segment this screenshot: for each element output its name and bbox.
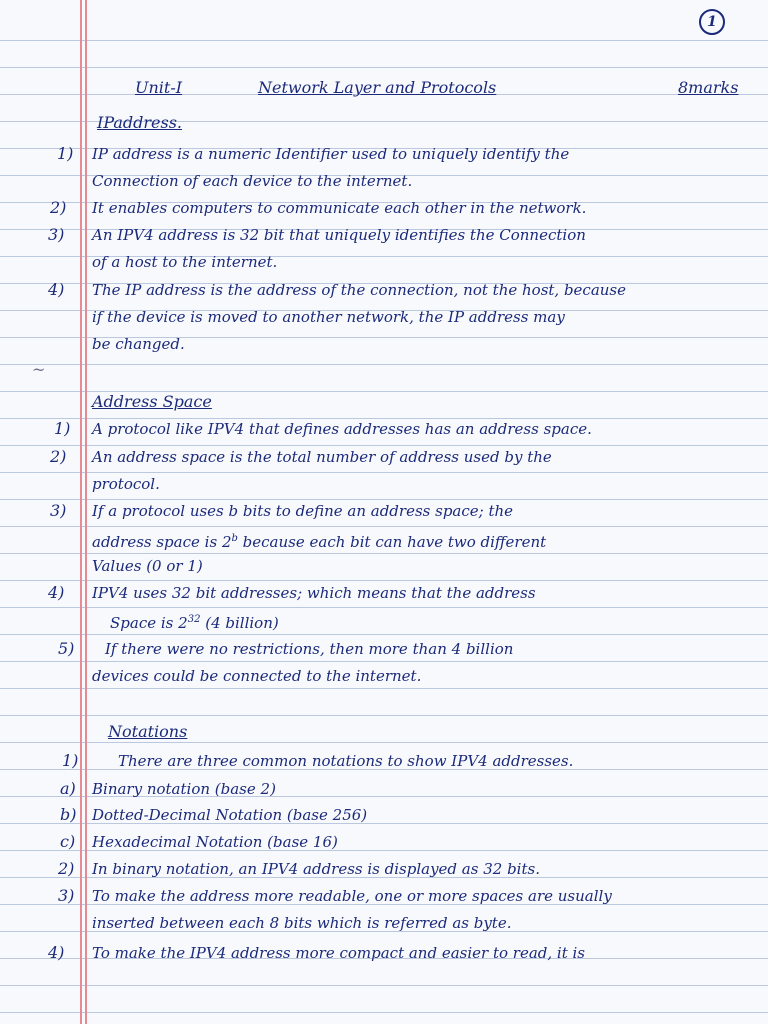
item-number: 4) xyxy=(48,280,65,299)
item-line: inserted between each 8 bits which is referred as byte. xyxy=(92,914,512,932)
item-line: If there were no restrictions, then more than 4 billion xyxy=(105,640,514,658)
item-line: To make the address more readable, one or more spaces are usually xyxy=(92,887,612,905)
item-number: a) xyxy=(60,779,76,798)
item-line: Binary notation (base 2) xyxy=(92,780,276,798)
page-title: Network Layer and Protocols xyxy=(258,78,497,97)
item-number: 1) xyxy=(57,144,74,163)
item-line: There are three common notations to show IPV4 addresses. xyxy=(118,752,574,770)
unit-label: Unit-I xyxy=(135,78,183,97)
margin-line xyxy=(80,0,82,1024)
item-line: The IP address is the address of the connection, not the host, because xyxy=(92,281,627,299)
formula-prefix: address space is xyxy=(92,533,218,551)
item-line: Dotted-Decimal Notation (base 256) xyxy=(92,806,368,824)
item-number: 3) xyxy=(58,886,75,905)
power-exponent: b xyxy=(231,533,238,544)
section-heading-notations: Notations xyxy=(108,722,188,741)
power-base: 2 xyxy=(221,533,232,551)
marks-label: 8marks xyxy=(678,78,739,97)
item-number: 2) xyxy=(58,859,75,878)
item-number: 1) xyxy=(62,751,79,770)
item-line: because each bit can have two different xyxy=(242,533,547,551)
item-line: Hexadecimal Notation (base 16) xyxy=(92,833,338,851)
item-line: Values (0 or 1) xyxy=(92,557,203,575)
item-line: Connection of each device to the internet. xyxy=(92,172,413,190)
page-number: 1 xyxy=(699,9,725,35)
item-number: 4) xyxy=(48,943,65,962)
item-line: In binary notation, an IPV4 address is displayed as 32 bits. xyxy=(92,860,540,878)
item-number: 1) xyxy=(54,419,71,438)
item-line: An address space is the total number of address used by the xyxy=(92,448,552,466)
item-line: (4 billion) xyxy=(205,614,279,632)
formula-prefix: Space is xyxy=(110,614,174,632)
item-line: An IPV4 address is 32 bit that uniquely identifies the Connection xyxy=(92,226,586,244)
item-number: 3) xyxy=(48,225,65,244)
item-number: 2) xyxy=(50,198,67,217)
item-line: of a host to the internet. xyxy=(92,253,278,271)
item-line: devices could be connected to the internet. xyxy=(92,667,422,685)
item-line: IPV4 uses 32 bit addresses; which means that the address xyxy=(92,584,536,602)
item-number: 4) xyxy=(48,583,65,602)
item-line: It enables computers to communicate each other in the network. xyxy=(92,199,587,217)
power-exponent: 32 xyxy=(187,614,201,625)
section-heading-ip-address: IPaddress. xyxy=(97,113,183,132)
item-line: be changed. xyxy=(92,335,185,353)
item-line: To make the IPV4 address more compact and easier to read, it is xyxy=(92,944,586,962)
item-number: 2) xyxy=(50,447,67,466)
item-number: b) xyxy=(60,805,77,824)
item-number: 5) xyxy=(58,639,75,658)
item-line: If a protocol uses b bits to define an address space; the xyxy=(92,502,514,520)
item-line: protocol. xyxy=(92,475,160,493)
item-number: 3) xyxy=(50,501,67,520)
section-heading-address-space: Address Space xyxy=(92,392,212,411)
address-space-formula-line xyxy=(92,530,546,551)
power-base: 2 xyxy=(178,614,188,632)
item-number: c) xyxy=(60,832,76,851)
margin-mark: ~ xyxy=(32,360,46,379)
item-line: IP address is a numeric Identifier used to uniquely identify the xyxy=(92,145,570,163)
margin-line-inner xyxy=(85,0,87,1024)
item-line: A protocol like IPV4 that defines addresses has an address space. xyxy=(92,420,592,438)
address-space-32-line xyxy=(110,611,279,632)
item-line: if the device is moved to another network, the IP address may xyxy=(92,308,565,326)
